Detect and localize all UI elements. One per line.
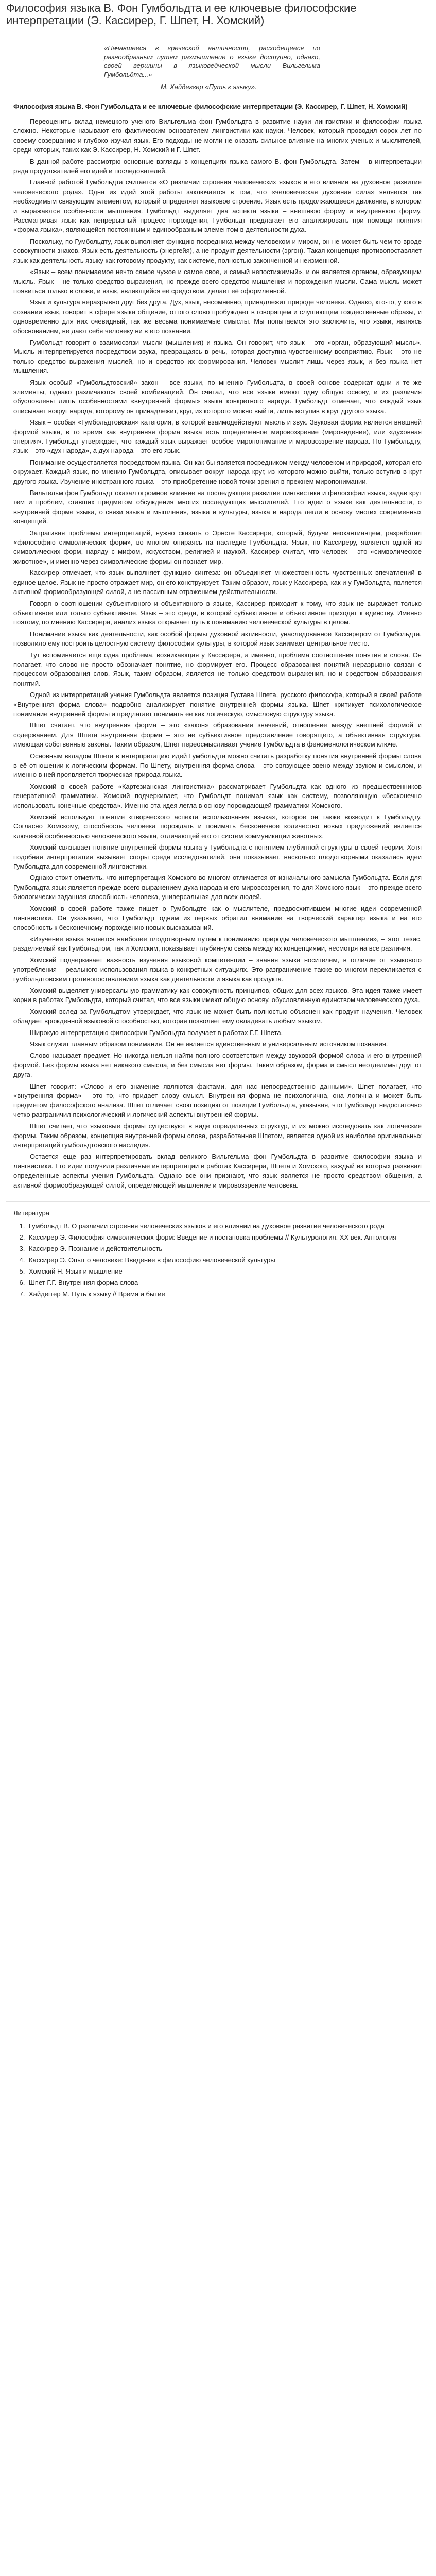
- article-paragraph: Понимание языка как деятельности, как особой формы духовной активности, унаследованное Кассирером от Гумбольдта, позволило ему построить целостную систему философии культуры, в которой язык занимает центральное место.: [13, 630, 422, 648]
- literature-item: 1. Гумбольдт В. О различии строения человеческих языков и его влиянии на духовное развитие человеческого рода: [27, 1221, 430, 1231]
- epigraph: [104, 44, 320, 79]
- article-paragraph: Хомский связывает понятие внутренней формы языка у Гумбольдта с понятием глубинной структуры в своей теории. Хотя подобная интерпретация вызывает споры среди исследователей, она показывает, насколько плодотворными оказались идеи Гумбольдта для современной лингвистики.: [13, 843, 422, 871]
- article-paragraph: Кассирер отмечает, что язык выполняет функцию синтеза: он объединяет множественность чувственных впечатлений в единое целое. Язык не просто отражает мир, он его конструирует. Таким образом, язык у Кассирера, как и у Гумбольдта, является активной формообразующей силой, а не пассивным отражением действительности.: [13, 569, 422, 596]
- literature-item: 5. Хомский Н. Язык и мышление: [27, 1266, 430, 1276]
- literature-item: 2. Кассирер Э. Философия символических форм: Введение и постановка проблемы // Культурология. XX век. Антология: [27, 1232, 430, 1242]
- article-paragraph: Хомский использует понятие «творческого аспекта использования языка», которое он также возводит к Гумбольдту. Согласно Хомскому, способность человека порождать и понимать бесконечное количество новых предложений является ключевой особенностью человеческого языка, отличающей его от систем коммуникации животных.: [13, 813, 422, 840]
- article-paragraph: «Изучение языка является наиболее плодотворным путем к пониманию природы человеческого мышления», – этот тезис, разделяемый как Гумбольдтом, так и Хомским, показывает глубинную связь между их концепциями, несмотря на все различия.: [13, 935, 422, 953]
- article-paragraph: Остается еще раз интерпретировать вклад великого Вильгельма фон Гумбольдта в развитие философии языка и лингвистики. Его идеи получили различные интерпретации в работах Кассирера, Шпета и Хомского, каждый из которых развивал определенные аспекты учения Гумбольдта. Однако все они признают, что язык является не просто средством общения, а активной формообразующей силой, определяющей мышление и мировоззрение человека.: [13, 1153, 422, 1189]
- article-paragraph: В данной работе рассмотрю основные взгляды в концепциях языка самого В. фон Гумбольдта. Затем – в интерпретации ряда продолжателей его идей и последователей.: [13, 157, 422, 175]
- article-paragraph: Поскольку, по Гумбольдту, язык выполняет функцию посредника между человеком и миром, он не может быть чем-то вроде совокупности знаков. Язык есть деятельность (энергейя), а не продукт деятельности (эргон). Такая концепция противопоставляет язык как деятельность языку как готовому продукту, как системе, полностью законченной и неизменной.: [13, 237, 422, 264]
- article-paragraph: Хомский вслед за Гумбольдтом утверждает, что язык не может быть полностью объяснен как продукт научения. Человек обладает врожденной языковой способностью, которая позволяет ему овладевать любым языком.: [13, 1007, 422, 1025]
- article-paragraph: Понимание осуществляется посредством языка. Он как бы является посредником между человеком и природой, которая его окружает. Каждый язык, по мнению Гумбольдта, описывает вокруг народа круг, из которого можно выйти, только вступив в круг другого языка. Изучение иностранного языка – это приобретение новой точки зрения в прежнем миропонимании.: [13, 458, 422, 485]
- article-paragraph: Главной работой Гумбольдта считается «О различии строения человеческих языков и его влиянии на духовное развитие человеческого рода». Одна из идей этой работы заключается в том, что «человеческая духовная сила» является так необходимым связующим элементом, который определяет языковое строение. Язык есть продолжающееся движение, в котором и выражаются особенности мышления. Гумбольдт выделяет два аспекта языка – внешнюю форму и внутреннюю форму. Рассматривая язык как непрерывный процесс порождения, Гумбольдт предлагает его анализировать при помощи понятия «форма языка», являющейся постоянным и единообразным элементом в деятельности духа.: [13, 178, 422, 234]
- article-paragraph: «Язык – всем понимаемое нечто самое чужое и самое свое, и самый непостижимый», и он является органом, образующим мысль. Язык – не только средство выражения, но прежде всего средство мышления и порождения мысли. Сама мысль может появиться только в слове, и язык, являющийся её средством, делает её оформленной.: [13, 268, 422, 295]
- article-paragraph: Хомский подчеркивает важность изучения языковой компетенции – знания языка носителем, в отличие от языкового употребления – реального использования языка в конкретных ситуациях. Это разграничение также во многом перекликается с гумбольдтовским противопоставлением языка как деятельности и языка как продукта.: [13, 956, 422, 983]
- literature-list: [13, 1221, 430, 1299]
- article-paragraph: Тут вспоминается еще одна проблема, возникающая у Кассирера, а именно, проблема соотношения понятия и слова. Он полагает, что слово не просто обозначает понятие, но формирует его. Процесс образования понятий неразрывно связан с процессом образования слов. Язык, таким образом, является не только средством выражения, но и средством образования понятий.: [13, 651, 422, 687]
- article-paragraph: Широкую интерпретацию философии Гумбольдта получает в работах Г.Г. Шпета.: [30, 1028, 283, 1037]
- article-paragraph: Шпет считает, что языковые формы существуют в виде определенных структур, и их можно исследовать как логические формы. Таким образом, концепция внутренней формы слова, разработанная Шпетом, является одной из наиболее оригинальных интерпретаций гумбольдтовского наследия.: [13, 1122, 422, 1149]
- article-paragraph: Однако стоит отметить, что интерпретация Хомского во многом отличается от изначального замысла Гумбольдта. Если для Гумбольдта язык является прежде всего выражением духа народа и его мировоззрения, то для Хомского язык – это прежде всего биологически заданная способность человека, универсальная для всех людей.: [13, 874, 422, 901]
- page-title: Философия языка В. Фон Гумбольдта и ее ключевые философские интерпретации (Э. Кассирер, Г. Шпет, Н. Хомский): [6, 2, 357, 27]
- article-paragraph: Язык особый «Гумбольдтовский» закон – все языки, по мнению Гумбольдта, в своей основе содержат одни и те же элементы, однако различаются своей комбинацией. Он считал, что все языки имеют одну общую основу, и их различия обусловлены лишь особенностями «внутренней формы» языка конкретного народа. Гумбольдт отмечает, что каждый язык описывает вокруг народа, которому он принадлежит, круг, из которого можно выйти, лишь вступив в круг другого языка.: [13, 378, 422, 415]
- article-paragraph: Затрагивая проблемы интерпретаций, нужно сказать о Эрнсте Кассирере, который, будучи неокантианцем, разработал «философию символических форм», во многом опираясь на наследие Гумбольдта. Язык, по Кассиреру, является одной из символических форм, наряду с мифом, искусством, религией и наукой. Кассирер считал, что человек – это «символическое животное», и именно через символические формы он познает мир.: [13, 529, 422, 565]
- literature-divider: [6, 1201, 430, 1202]
- article-heading: Философия языка В. Фон Гумбольдта и ее ключевые философские интерпретации (Э. Кассирер, Г. Шпет, Н. Хомский): [13, 103, 408, 110]
- article-paragraph: Основным вкладом Шпета в интерпретацию идей Гумбольдта можно считать разработку понятия внутренней формы слова в её отношении к логическим формам. По Шпету, внутренняя форма слова – это связующее звено между звуком и смыслом, и именно в ней проявляется творческая природа языка.: [13, 752, 422, 779]
- article-paragraph: Гумбольдт говорит о взаимосвязи мысли (мышления) и языка. Он говорит, что язык – это «орган, образующий мысль». Мысль интерпретируется посредством звука, превращаясь в речь, которая доступна чувственному восприятию. Язык – это не только средство выражения мыслей, но и средство их формирования. Человек мыслит лишь через язык, и без языка нет мышления.: [13, 338, 422, 375]
- article-paragraph: Одной из интерпретаций учения Гумбольдта является позиция Густава Шпета, русского философа, который в своей работе «Внутренняя форма слова» подробно анализирует понятие внутренней формы языка. Шпет критикует психологическое понимание внутренней формы и предлагает понимать ее как логическую, смысловую структуру языка.: [13, 691, 422, 718]
- literature-title: Литература: [13, 1209, 49, 1217]
- article-paragraph: Шпет считает, что внутренняя форма – это «закон» образования значений, отношение между внешней формой и содержанием. Для Шпета внутренняя форма – это не субъективное представление говорящего, а объективная структура, имеющая собственные законы. Таким образом, Шпет переосмысливает учение Гумбольдта в феноменологическом ключе.: [13, 721, 422, 749]
- article-paragraph: Хомский в своей работе «Картезианская лингвистика» рассматривает Гумбольдта как одного из предшественников генеративной грамматики. Хомский подчеркивает, что Гумбольдт понимал язык как систему, позволяющую «бесконечно использовать конечные средства». Именно эта идея легла в основу порождающей грамматики Хомского.: [13, 782, 422, 809]
- article-paragraph: Слово называет предмет. Но никогда нельзя найти полного соответствия между звуковой формой слова и его внутренней формой. Без формы языка нет никакого смысла, и без смысла нет формы. Таким образом, форма и смысл неотделимы друг от друга.: [13, 1052, 422, 1079]
- literature-item: 3. Кассирер Э. Познание и действительность: [27, 1244, 430, 1253]
- article-paragraph: Хомский в своей работе также пишет о Гумбольдте как о мыслителе, предвосхитившем многие идеи современной лингвистики. Он указывает, что Гумбольдт одним из первых обратил внимание на творческий характер языка и на его способность к бесконечному порождению новых высказываний.: [13, 904, 422, 931]
- article-paragraph: Говоря о соотношении субъективного и объективного в языке, Кассирер приходит к тому, что язык не выражает только объективное или только субъективное. Язык – это среда, в которой субъективное и объективное приходят к единству. Именно поэтому, по мнению Кассирера, анализ языка открывает путь к пониманию человеческой культуры в целом.: [13, 599, 422, 626]
- literature-item: 4. Кассирер Э. Опыт о человеке: Введение в философию человеческой культуры: [27, 1255, 430, 1265]
- article-paragraph: Язык и культура неразрывно друг без друга. Дух, язык, несомненно, принадлежит природе человека. Однако, кто-то, у кого в сознании язык, говорит в сфере языка общение, оттого слово пробуждает в говорящем и слушающем тождественные образы, и одновременно для них очевидный, так же весьма понимаемые смыслы. Мы попытаемся это заключить, что языки, являясь обоснованием, не дают себя человеку ни в его познании.: [13, 298, 422, 335]
- literature-item: 6. Шпет Г.Г. Внутренняя форма слова: [27, 1278, 430, 1287]
- article-paragraph: Шпет говорит: «Слово и его значение являются фактами, для нас непосредственно данными». Шпет полагает, что «внутренняя форма» – это то, что придает слову смысл. Внутренняя форма не психологична, она логична и может быть предметом философского анализа. Шпет отличает свою позицию от позиции Гумбольдта, указывая, что Гумбольдт недостаточно четко разграничил психологический и логический аспекты внутренней формы.: [13, 1082, 422, 1118]
- article-paragraph: Язык – особая «Гумбольдтовская» категория, в которой взаимодействуют мысль и звук. Звуковая форма является внешней формой языка, в то время как внутренняя форма языка есть определенное мировоззрение (мировидение), или «духовная энергия». Гумбольдт утверждает, что каждый язык выражает особое миропонимание и мировоззрение народа. По Гумбольдту, язык – это «дух народа», а дух народа – это его язык.: [13, 418, 422, 455]
- literature-item: 7. Хайдеггер М. Путь к языку // Время и бытие: [27, 1289, 430, 1299]
- article-paragraph: Вильгельм фон Гумбольдт оказал огромное влияние на последующее развитие лингвистики и философии языка, задав круг тем и проблем, ставших предметом обсуждения многих последующих мыслителей. Его идеи о языке как деятельности, о внутренней форме языка, о связи языка и мышления, языка и культуры, языка и народа легли в основу многих современных концепций.: [13, 489, 422, 526]
- epigraph-author: М. Хайдеггер «Путь к языку».: [161, 83, 257, 91]
- article-body: [13, 117, 422, 1190]
- article-paragraph: Язык служит главным образом понимания. Он не является единственным и универсальным источником познания.: [30, 1040, 388, 1048]
- article-paragraph: Переоценить вклад немецкого ученого Вильгельма фон Гумбольдта в развитие науки лингвистики и философии языка сложно. Некоторые называют его фактическим основателем лингвистики как науки. Человек, который проводил сорок лет по своему созерцанию и глубоко изучал язык. Его подходы не могли не оказать сильное влияние на многих ученых и мыслителей, среди которых, таких как Э. Кассирер, Н. Хомский и Г. Шпет.: [13, 117, 422, 154]
- article-paragraph: Хомский выделяет универсальную грамматику как совокупность принципов, общих для всех языков. Эта идея также имеет корни в работах Гумбольдта, который считал, что все языки имеют общую основу, обусловленную единством человеческого духа.: [13, 986, 422, 1004]
- epigraph-text: «Начавшееся в греческой античности, расходящееся по разнообразным путям размышление о языке доступно, однако, своей вершины в языковедческой мысли Вильгельма Гумбольдта...»: [104, 44, 320, 78]
